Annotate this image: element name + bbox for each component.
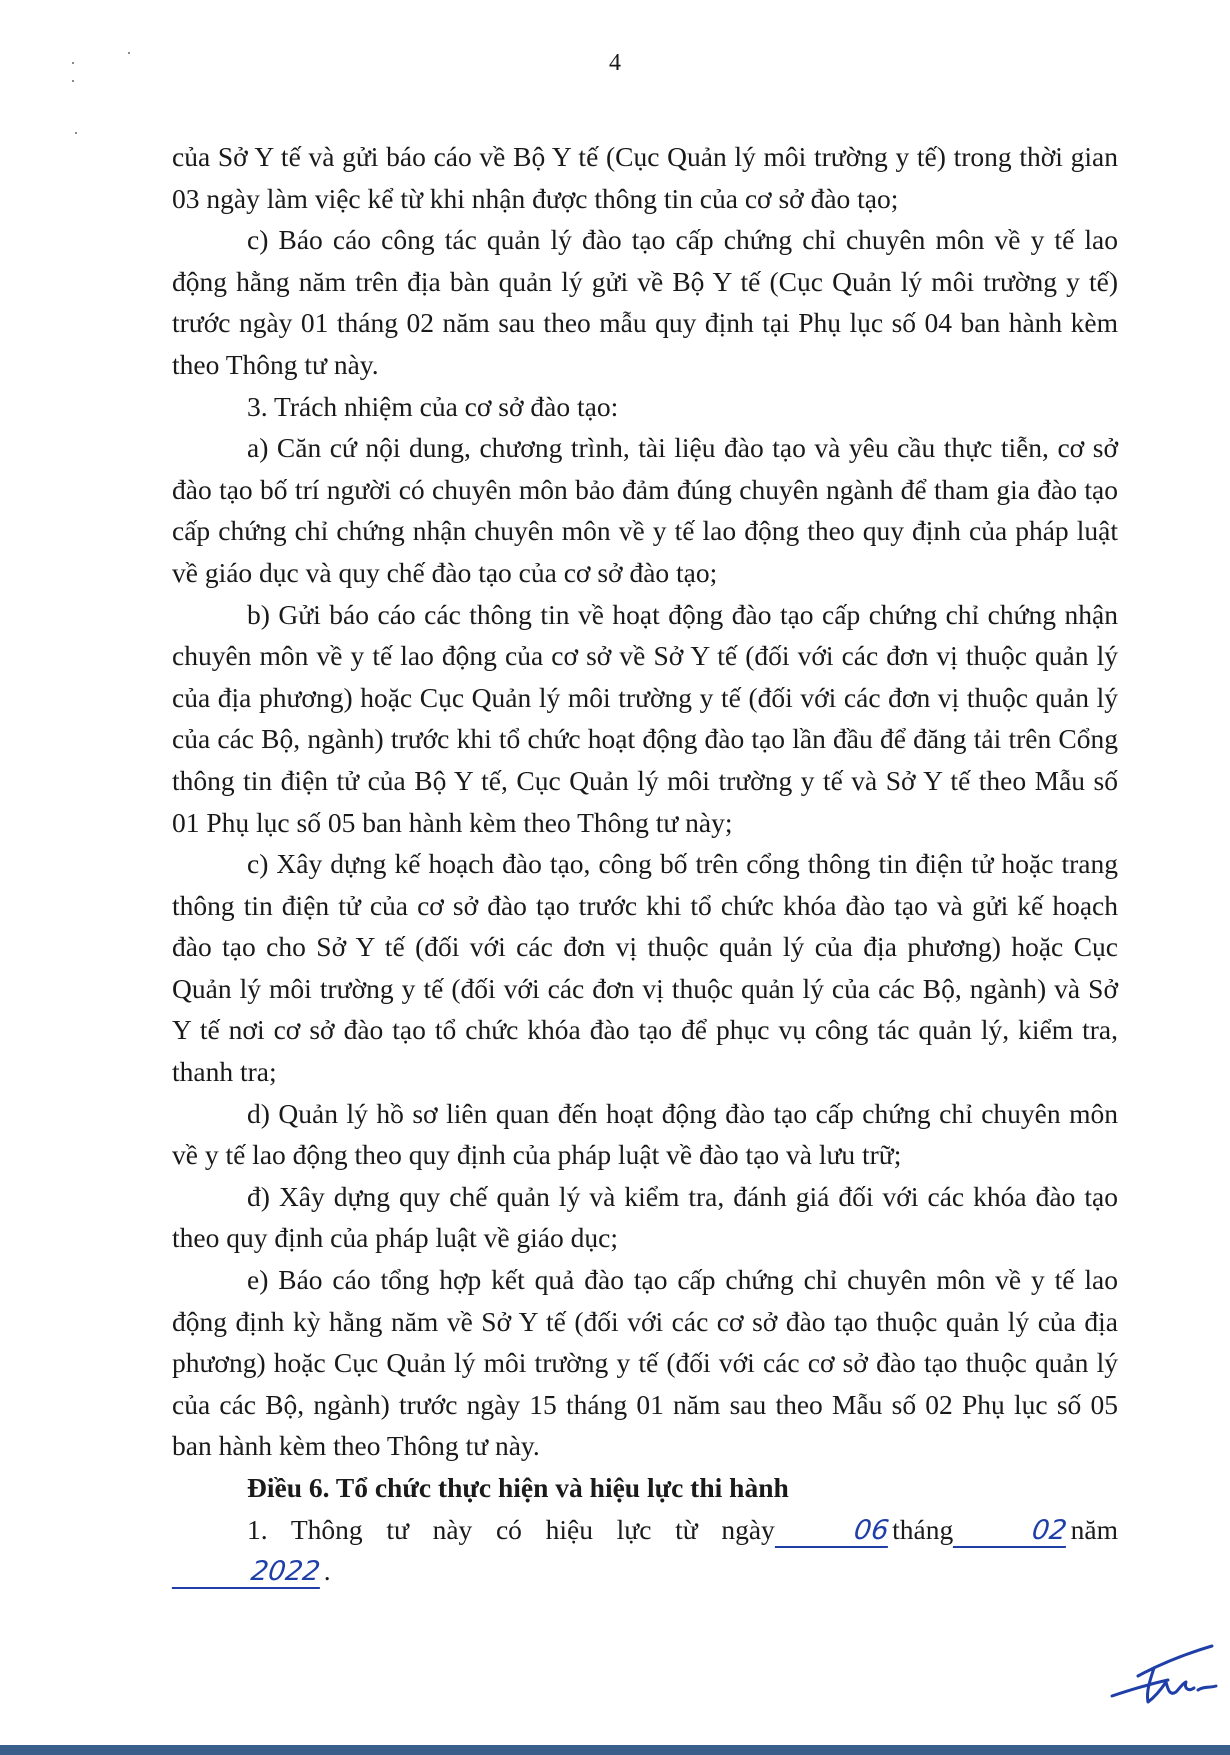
paragraph-item-b: b) Gửi báo cáo các thông tin về hoạt động đào tạo cấp chứng chỉ chứng nhận chuyên môn về y tế lao động của cơ sở về Sở Y tế (đối với các đơn vị thuộc quản lý của địa phương) hoặc Cục Quản lý môi trường y tế (đối với các đơn vị thuộc quản lý của các Bộ, ngành) trước khi tổ chức hoạt động đào tạo lần đầu để đăng tải trên Cổng thông tin điện tử của Bộ Y tế, Cục Quản lý môi trường y tế và Sở Y tế theo Mẫu số 01 Phụ lục số 05 ban hành kèm theo Thông tư này; <box>172 598 1118 838</box>
paragraph-item-c-plan: c) Xây dựng kế hoạch đào tạo, công bố trên cổng thông tin điện tử hoặc trang thông tin điện tử của cơ sở đào tạo trước khi tổ chức khóa đào tạo và gửi kế hoạch đào tạo cho Sở Y tế (đối với các đơn vị thuộc quản lý của địa phương) hoặc Cục Quản lý môi trường y tế (đối với các đơn vị thuộc quản lý của các Bộ, ngành) và Sở Y tế nơi cơ sở đào tạo tổ chức khóa đào tạo để phục vụ công tác quản lý, kiểm tra, thanh tra; <box>172 848 1118 1088</box>
handwritten-month: 02 <box>953 1516 1071 1548</box>
paragraph-item-e: e) Báo cáo tổng hợp kết quả đào tạo cấp chứng chỉ chuyên môn về y tế lao động định kỳ hằng năm về Sở Y tế (đối với các cơ sở đào tạo thuộc quản lý của địa phương) hoặc Cục Quản lý môi trường y tế (đối với các cơ sở đào tạo thuộc quản lý của các Bộ, ngành) trước ngày 15 tháng 01 năm sau theo Mẫu số 02 Phụ lục số 05 ban hành kèm theo Thông tư này. <box>172 1264 1118 1462</box>
paragraph-section-3: 3. Trách nhiệm của cơ sở đào tạo: <box>247 390 619 422</box>
month-label: tháng <box>892 1513 954 1545</box>
paragraph-item-d: d) Quản lý hồ sơ liên quan đến hoạt động đào tạo cấp chứng chỉ chuyên môn về y tế lao động theo quy định của pháp luật về đào tạo và lưu trữ; <box>172 1097 1118 1171</box>
year-label: năm <box>1070 1513 1118 1545</box>
signature-icon <box>1110 1640 1220 1710</box>
paragraph-item-a: a) Căn cứ nội dung, chương trình, tài liệu đào tạo và yêu cầu thực tiễn, cơ sở đào tạo bố trí người có chuyên môn bảo đảm đúng chuyên ngành để tham gia đào tạo cấp chứng chỉ chứng nhận chuyên môn về y tế lao động theo quy định của pháp luật về giáo dục và quy chế đào tạo của cơ sở đào tạo; <box>172 432 1118 588</box>
page-bottom-edge <box>0 1745 1230 1755</box>
handwritten-day: 06 <box>775 1516 893 1548</box>
effective-date-suffix: . <box>323 1555 331 1587</box>
effective-date-prefix: 1. Thông tư này có hiệu lực từ ngày <box>247 1513 775 1545</box>
page-number: 4 <box>609 50 621 76</box>
paragraph-item-dd: đ) Xây dựng quy chế quản lý và kiểm tra, đánh giá đối với các khóa đào tạo theo quy định của pháp luật về giáo dục; <box>172 1180 1118 1254</box>
effective-date-line <box>172 1509 1118 1592</box>
handwritten-year: 2022 <box>172 1557 324 1589</box>
paragraph-item-c-report: c) Báo cáo công tác quản lý đào tạo cấp chứng chỉ chuyên môn về y tế lao động hằng năm trên địa bàn quản lý gửi về Bộ Y tế (Cục Quản lý môi trường y tế) trước ngày 01 tháng 02 năm sau theo mẫu quy định tại Phụ lục số 04 ban hành kèm theo Thông tư này. <box>172 224 1118 380</box>
document-body <box>172 136 1118 1592</box>
paragraph-continuation: của Sở Y tế và gửi báo cáo về Bộ Y tế (Cục Quản lý môi trường y tế) trong thời gian 03 ngày làm việc kể từ khi nhận được thông tin của cơ sở đào tạo; <box>172 141 1118 214</box>
article-6-heading: Điều 6. Tổ chức thực hiện và hiệu lực thi hành <box>247 1472 789 1503</box>
